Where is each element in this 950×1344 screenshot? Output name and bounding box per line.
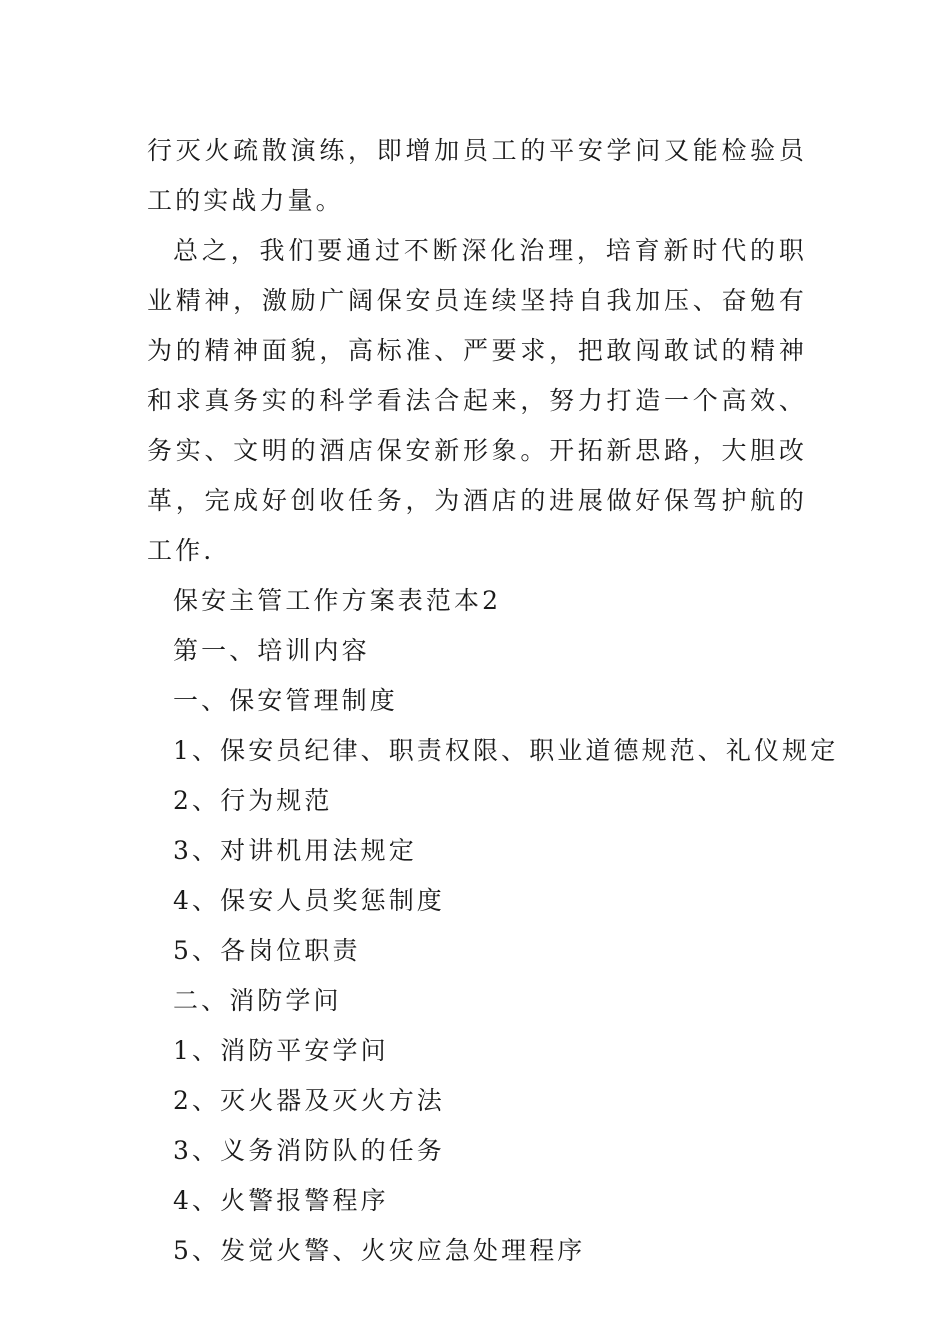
list-item: 3、对讲机用法规定 <box>173 836 417 865</box>
list-item: 5、发觉火警、火灾应急处理程序 <box>173 1236 586 1265</box>
paragraph-summary: 总之，我们要通过不断深化治理，培育新时代的职业精神，激励广阔保安员连续坚持自我加压、奋勉有为的精神面貌，高标准、严要求，把敢闯敢试的精神和求真务实的科学看法合起来，努力打造一个高效、务实、文明的酒店保安新形象。开拓新思路，大胆改革，完成好创收任务，为酒店的进展做好保驾护航的工作. <box>147 236 807 565</box>
list-item: 4、保安人员奖惩制度 <box>173 886 445 915</box>
list-item: 1、保安员纪律、职责权限、职业道德规范、礼仪规定 <box>173 736 839 765</box>
paragraph-continuation: 行灭火疏散演练，即增加员工的平安学问又能检验员工的实战力量。 <box>147 136 807 215</box>
document-body <box>147 126 839 1276</box>
heading-security-management: 一、保安管理制度 <box>173 686 398 715</box>
list-item: 1、消防平安学问 <box>173 1036 389 1065</box>
list-item: 4、火警报警程序 <box>173 1186 389 1215</box>
list-item: 3、义务消防队的任务 <box>173 1136 445 1165</box>
list-item: 5、各岗位职责 <box>173 936 361 965</box>
heading-training-content: 第一、培训内容 <box>173 636 370 665</box>
list-item: 2、灭火器及灭火方法 <box>173 1086 445 1115</box>
heading-fire-knowledge: 二、消防学问 <box>173 986 342 1015</box>
list-item: 2、行为规范 <box>173 786 333 815</box>
section-title: 保安主管工作方案表范本2 <box>173 586 502 615</box>
